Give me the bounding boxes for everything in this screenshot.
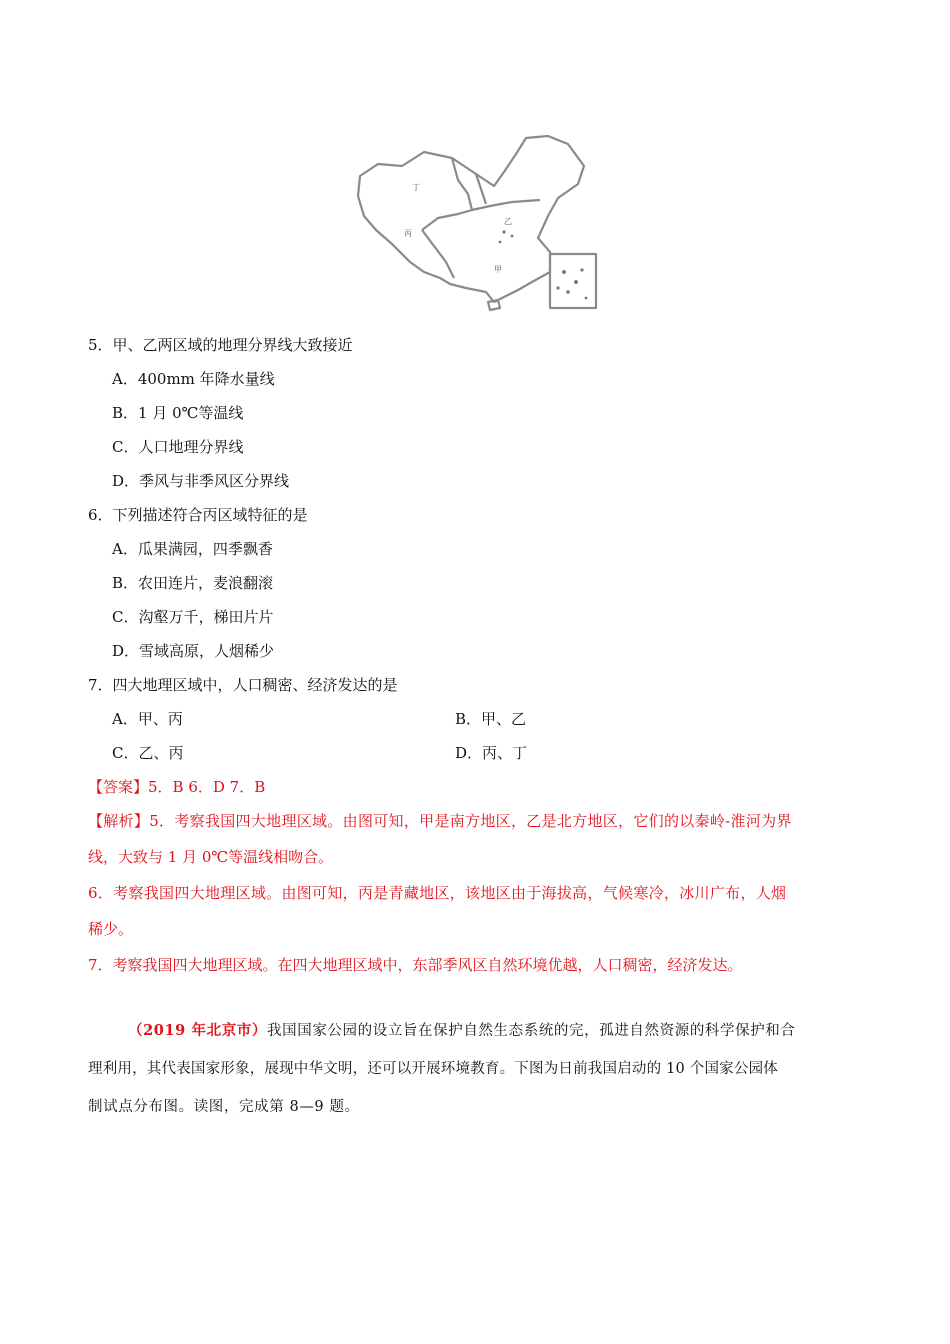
south-sea-inset — [550, 254, 596, 308]
question-7-option-b: B．甲、乙 — [455, 710, 527, 728]
map-label-jia: 甲 — [494, 265, 502, 274]
analysis-line-5: 7．考察我国四大地理区域。在四大地理区域中，东部季风区自然环境优越，人口稠密，经济发达。 — [88, 956, 743, 974]
question-6-option-d: D．雪域高原，人烟稀少 — [112, 642, 275, 660]
analysis-line-1: 【解析】5．考察我国四大地理区域。由图可知，甲是南方地区，乙是北方地区，它们的以秦岭-淮河为界 — [88, 812, 792, 830]
analysis-line-3: 6．考察我国四大地理区域。由图可知，丙是青藏地区，该地区由于海拔高，气候寒冷，冰川广布，人烟 — [88, 884, 787, 902]
analysis-line-2: 线，大致与 1 月 0℃等温线相吻合。 — [88, 848, 334, 866]
analysis-line-4: 稀少。 — [88, 920, 134, 938]
question-5-option-b: B．1 月 0℃等温线 — [112, 404, 244, 422]
passage-source: （2019 年北京市） — [128, 1022, 268, 1039]
china-region-map — [354, 132, 604, 318]
question-6-stem: 6．下列描述符合丙区域特征的是 — [88, 506, 308, 524]
passage-text-1: 我国国家公园的设立旨在保护自然生态系统的完，孤进自然资源的科学保护和合 — [267, 1023, 796, 1039]
boundary-tibet — [422, 230, 454, 278]
question-7-stem: 7．四大地理区域中，人口稠密、经济发达的是 — [88, 676, 398, 694]
question-7-option-d: D．丙、丁 — [455, 744, 528, 762]
boundary-north-south — [422, 200, 540, 230]
question-5-stem: 5．甲、乙两区域的地理分界线大致接近 — [88, 336, 353, 354]
map-label-yi: 乙 — [504, 217, 512, 226]
map-label-bing: 丙 — [404, 229, 412, 238]
map-label-ding: 丁 — [412, 183, 420, 192]
question-7-option-c: C．乙、丙 — [112, 744, 184, 762]
question-5-option-d: D．季风与非季风区分界线 — [112, 472, 290, 490]
answer-line: 【答案】5．B 6．D 7．B — [88, 778, 266, 796]
question-6-option-b: B．农田连片，麦浪翻滚 — [112, 574, 274, 592]
passage-line-1 — [128, 1020, 796, 1042]
question-5-option-c: C．人口地理分界线 — [112, 438, 244, 456]
passage-line-2: 理利用，其代表国家形象，展现中华文明，还可以开展环境教育。下图为日前我国启动的 10 个国家公园体 — [88, 1061, 778, 1077]
question-5-option-a: A．400mm 年降水量线 — [112, 370, 275, 388]
question-6-option-c: C．沟壑万千，梯田片片 — [112, 608, 274, 626]
hainan-island — [488, 300, 500, 310]
passage-line-3: 制试点分布图。读图，完成第 8—9 题。 — [88, 1099, 360, 1115]
question-6-option-a: A．瓜果满园，四季飘香 — [112, 540, 273, 558]
question-7-option-a: A．甲、丙 — [112, 710, 183, 728]
